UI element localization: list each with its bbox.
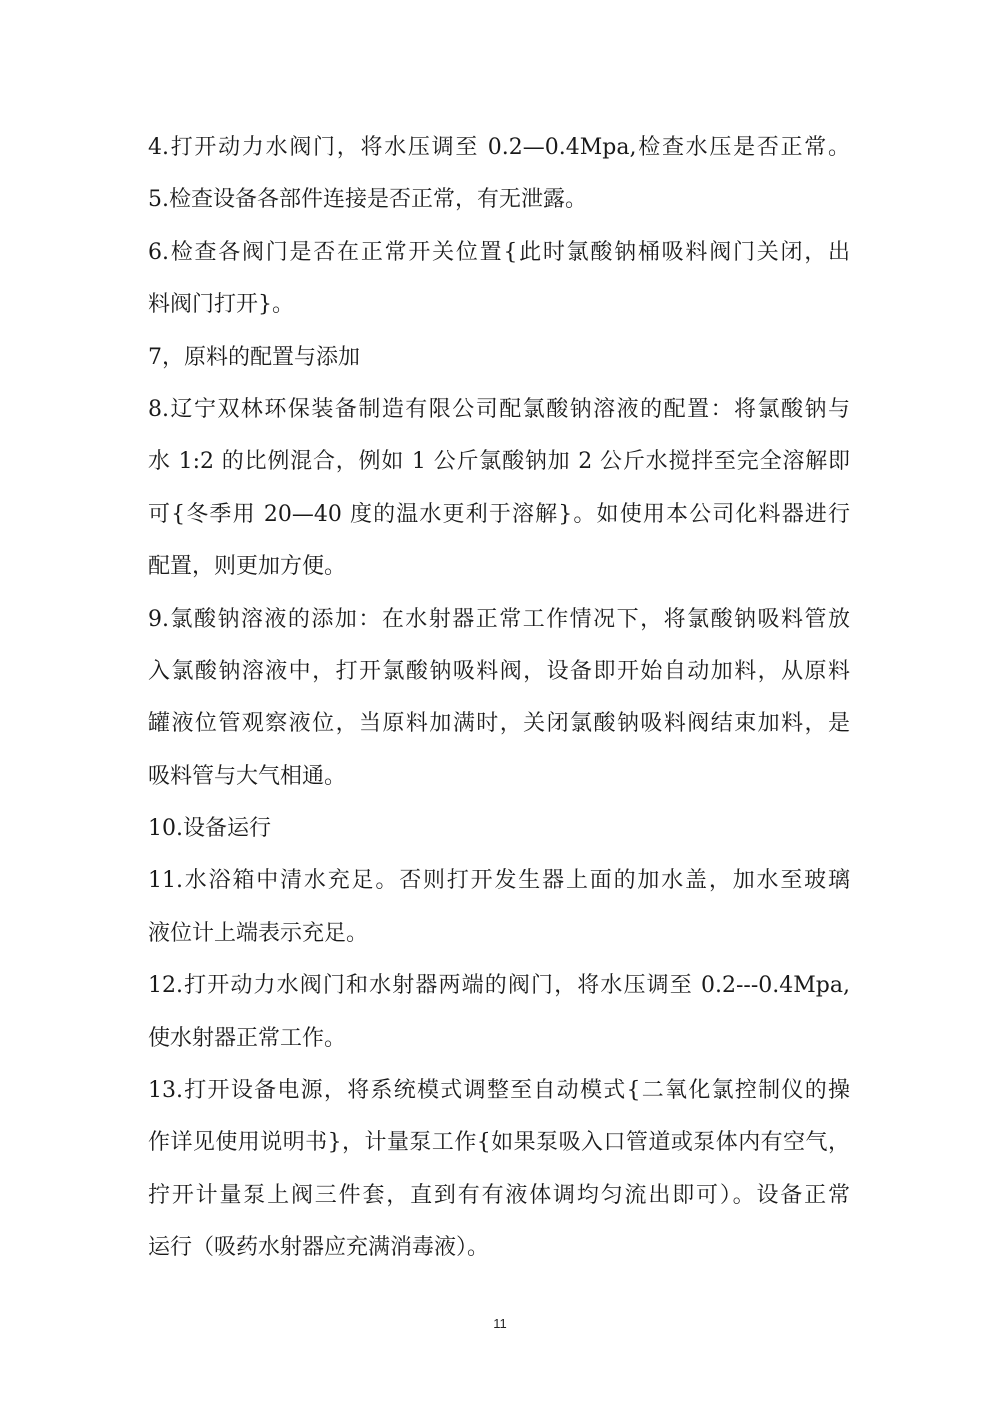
paragraph (148, 855, 850, 960)
paragraph (148, 1065, 850, 1275)
text-line: 液位计上端表示充足。 (148, 920, 369, 946)
paragraph (148, 122, 850, 174)
document-body (148, 122, 850, 1275)
paragraph (148, 332, 850, 384)
page-number: 11 (493, 1316, 507, 1331)
text-line: 拧开计量泵上阀三件套，直到有有液体调均匀流出即可）。设备正常 (148, 1182, 850, 1208)
text-line: 水 1:2 的比例混合，例如 1 公斤氯酸钠加 2 公斤水搅拌至完全溶解即 (148, 449, 850, 475)
text-line: 8.辽宁双林环保装备制造有限公司配氯酸钠溶液的配置：将氯酸钠与 (148, 396, 850, 422)
text-line: 入氯酸钠溶液中，打开氯酸钠吸料阀，设备即开始自动加料，从原料 (148, 658, 850, 684)
text-line: 运行（吸药水射器应充满消毒液）。 (148, 1235, 490, 1261)
text-line: 6.检查各阀门是否在正常开关位置{此时氯酸钠桶吸料阀门关闭，出 (148, 239, 850, 265)
text-line: 7，原料的配置与添加 (148, 344, 360, 370)
text-line: 作详见使用说明书}，计量泵工作{如果泵吸入口管道或泵体内有空气， (148, 1130, 850, 1156)
text-line: 吸料管与大气相通。 (148, 763, 347, 789)
text-line: 使水射器正常工作。 (148, 1025, 347, 1051)
text-line: 13.打开设备电源，将系统模式调整至自动模式{二氧化氯控制仪的操 (148, 1078, 850, 1104)
paragraph (148, 803, 850, 855)
text-line: 罐液位管观察液位，当原料加满时，关闭氯酸钠吸料阀结束加料，是 (148, 711, 850, 737)
paragraph (148, 384, 850, 594)
paragraph (148, 174, 850, 226)
text-line: 5.检查设备各部件连接是否正常，有无泄露。 (148, 187, 587, 213)
text-line: 配置，则更加方便。 (148, 554, 347, 580)
text-line: 11.水浴箱中清水充足。否则打开发生器上面的加水盖，加水至玻璃 (148, 868, 850, 894)
paragraph (148, 960, 850, 1065)
text-line: 12.打开动力水阀门和水射器两端的阀门，将水压调至 0.2---0.4Mpa, (148, 973, 850, 999)
paragraph (148, 594, 850, 804)
text-line: 4.打开动力水阀门，将水压调至 0.2—0.4Mpa,检查水压是否正常。 (148, 135, 850, 160)
text-line: 9.氯酸钠溶液的添加：在水射器正常工作情况下，将氯酸钠吸料管放 (148, 606, 850, 632)
text-line: 10.设备运行 (148, 816, 271, 842)
paragraph (148, 227, 850, 332)
text-line: 可{冬季用 20—40 度的温水更利于溶解}。如使用本公司化料器进行 (148, 501, 850, 527)
text-line: 料阀门打开}。 (148, 292, 294, 318)
